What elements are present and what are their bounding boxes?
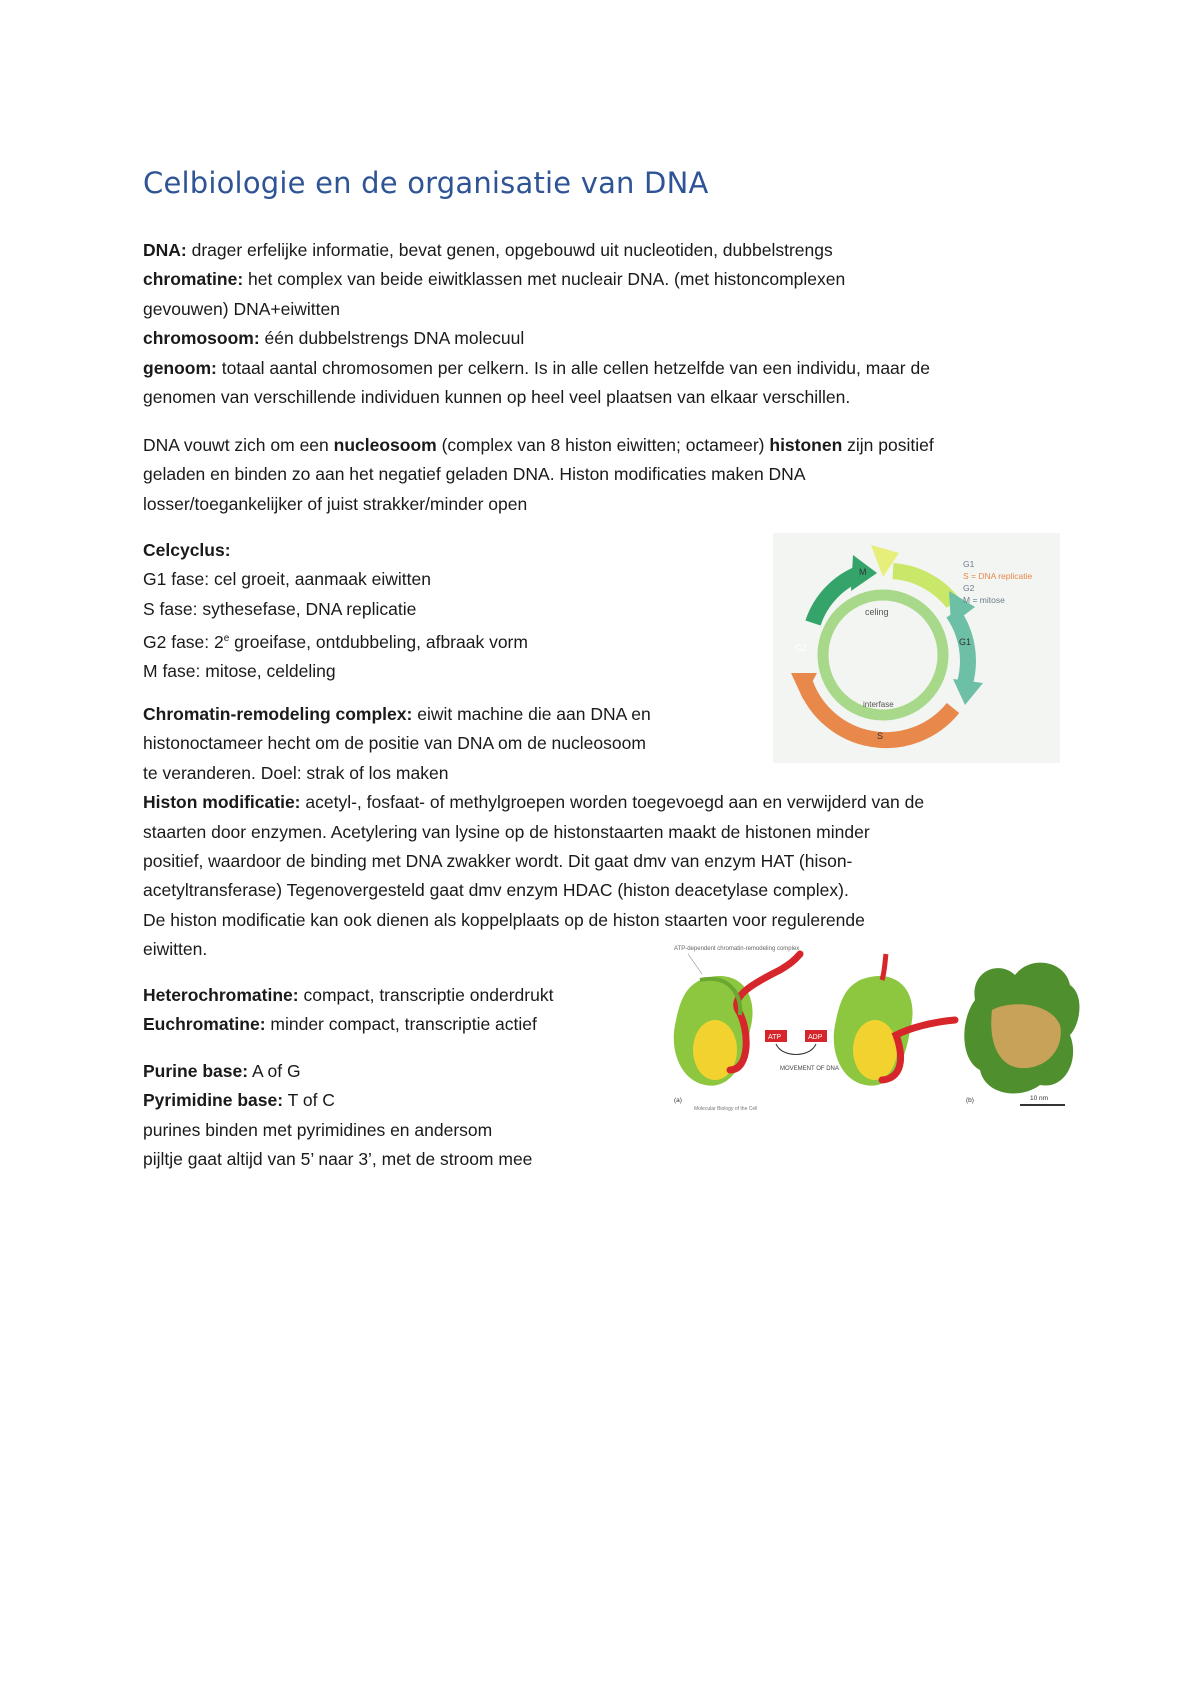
- definition-dna-text: drager erfelijke informatie, bevat genen, opgebouwd uit nucleotiden, dubbelstrengs: [186, 240, 833, 260]
- term-genoom: genoom:: [143, 357, 217, 378]
- heterochromatine-text: compact, transcriptie onderdrukt: [298, 985, 554, 1005]
- pyrimidine-line: [143, 1086, 532, 1115]
- term-chromosoom: chromosoom:: [143, 328, 260, 349]
- g1-arc: [953, 613, 968, 683]
- celcyclus-g2-post: groeifase, ontdubbeling, afbraak vorm: [229, 632, 528, 653]
- term-pyrimidine: Pyrimidine base:: [143, 1090, 284, 1111]
- celcyclus-g1: G1 fase: cel groeit, aanmaak eiwitten: [143, 569, 431, 590]
- definition-chromatine-text: het complex van beide eiwitklassen met nucleair DNA. (met histoncomplexen: [243, 269, 846, 290]
- nucleosome-line-2: geladen en binden zo aan het negatief geladen DNA. Histon modificaties maken DNA: [143, 464, 806, 485]
- page-title: Celbiologie en de organisatie van DNA: [143, 166, 709, 200]
- histone-middle: [853, 1020, 897, 1080]
- purine-line: [143, 1057, 532, 1086]
- legend-m: M = mitose: [963, 595, 1005, 605]
- movement-label: MOVEMENT OF DNA: [780, 1066, 839, 1072]
- legend-g2: G2: [963, 583, 975, 593]
- bases-line-4: pijltje gaat altijd van 5’ naar 3’, met de stroom mee: [143, 1149, 533, 1170]
- nucleosome-text-1: DNA vouwt zich om een: [143, 435, 334, 455]
- celcyclus-s: S fase: sythesefase, DNA replicatie: [143, 598, 417, 619]
- g0-arrowhead: [953, 679, 983, 705]
- legend-s: S = DNA replicatie: [963, 571, 1033, 581]
- nucleosome-line-3: losser/toegankelijker of juist strakker/minder open: [143, 493, 528, 514]
- celcyclus-g2-sup: e: [223, 633, 230, 645]
- celcyclus-g2: [143, 624, 528, 657]
- celcyclus-heading: [143, 536, 528, 565]
- term-histonen: histonen: [769, 435, 843, 455]
- chromatine-types-block: [143, 981, 553, 1040]
- panel-b-label: (b): [966, 1097, 974, 1104]
- remodel-caption-bottom: Molecular Biology of the Cell: [694, 1106, 758, 1112]
- purine-text: A of G: [248, 1061, 301, 1081]
- histon-mod-line-6: eiwitten.: [143, 939, 208, 960]
- remodeling-line-3: te veranderen. Doel: strak of los maken: [143, 762, 449, 783]
- nucleosome-line-1: [143, 431, 934, 460]
- histon-mod-line-2: staarten door enzymen. Acetylering van lysine op de histonstaarten maakt de histonen minder: [143, 821, 870, 842]
- term-chromatine: chromatine:: [143, 269, 244, 290]
- scale-label: 10 nm: [1030, 1095, 1049, 1102]
- heterochromatine-line: [143, 981, 553, 1010]
- dna-tail-middle: [882, 954, 886, 980]
- term-remodeling: Chromatin-remodeling complex:: [143, 704, 413, 724]
- legend-g1: G1: [963, 559, 975, 569]
- phase-label-g2: G2: [795, 643, 808, 653]
- histon-mod-line-3: positief, waardoor de binding met DNA zwakker wordt. Dit gaat dmv van enzym HAT (hison-: [143, 851, 853, 872]
- definition-genoom-text: totaal aantal chromosomen per celkern. Is in alle cellen hetzelfde van een individu, maar de: [216, 357, 930, 378]
- term-nucleosoom: nucleosoom: [333, 435, 437, 455]
- euchromatine-line: [143, 1010, 553, 1039]
- nucleosome-paragraph: [143, 431, 934, 519]
- histon-mod-line-4: acetyltransferase) Tegenovergesteld gaat dmv enzym HDAC (histon deacetylase complex).: [143, 880, 849, 901]
- definition-dna: [143, 236, 930, 265]
- phase-label-g1: G1: [959, 637, 972, 647]
- inner-label-celing: celing: [865, 607, 889, 617]
- euchromatine-text: minder compact, transcriptie actief: [265, 1014, 537, 1035]
- definition-chromatine: [143, 265, 930, 294]
- celcyclus-g2-pre: G2 fase: 2: [143, 632, 224, 653]
- adp-label: ADP: [808, 1034, 823, 1041]
- histon-mod-line-5: De histon modificatie kan ook dienen als koppelplaats op de histon staarten voor regulerende: [143, 909, 865, 930]
- term-histon-modificatie: Histon modificatie:: [143, 792, 301, 813]
- cell-cycle-diagram: [773, 533, 1060, 763]
- phase-label-s: S: [877, 731, 884, 741]
- term-purine: Purine base:: [143, 1061, 249, 1081]
- histon-mod-text-1: acetyl-, fosfaat- of methylgroepen worden toegevoegd aan en verwijderd van de: [300, 792, 925, 813]
- term-heterochromatine: Heterochromatine:: [143, 985, 299, 1005]
- definition-genoom-cont: genomen van verschillende individuen kunnen op heel veel plaatsen van elkaar verschillen.: [143, 387, 851, 408]
- remodeling-text-1: eiwit machine die aan DNA en: [412, 704, 651, 724]
- atp-label: ATP: [768, 1034, 782, 1041]
- definition-chromosoom-text: één dubbelstrengs DNA molecuul: [259, 328, 525, 349]
- bases-line-3: purines binden met pyrimidines en andersom: [143, 1119, 493, 1140]
- celcyclus-m: M fase: mitose, celdeling: [143, 661, 336, 682]
- histon-mod-line-1: [143, 788, 924, 817]
- cell-cycle-figure: [773, 533, 1060, 763]
- phase-label-m: M: [859, 567, 867, 577]
- remodel-caption-top: ATP-dependent chromatin-remodeling complex: [674, 946, 800, 952]
- bases-block: [143, 1057, 532, 1175]
- remodeling-diagram: [670, 940, 1085, 1113]
- celcyclus-block: [143, 536, 528, 687]
- pyrimidine-text: T of C: [283, 1090, 335, 1111]
- definition-chromosoom: [143, 324, 930, 353]
- term-euchromatine: Euchromatine:: [143, 1014, 266, 1035]
- caption-pointer: [688, 954, 702, 974]
- remodeling-figure: [670, 940, 1085, 1113]
- panel-a-label: (a): [674, 1097, 682, 1104]
- nucleosome-text-2: (complex van 8 histon eiwitten; octameer): [436, 435, 770, 455]
- remodeling-line-2: histonoctameer hecht om de positie van DNA om de nucleosoom: [143, 733, 646, 754]
- atp-arrow: [776, 1044, 816, 1055]
- definition-genoom: [143, 354, 930, 383]
- celcyclus-heading-text: Celcyclus:: [143, 540, 231, 560]
- term-dna: DNA:: [143, 240, 187, 260]
- nucleosome-text-3: zijn positief: [842, 435, 934, 455]
- definition-chromatine-cont: gevouwen) DNA+eiwitten: [143, 298, 340, 319]
- inner-label-interfase: interfase: [863, 700, 894, 709]
- definitions-block: [143, 236, 930, 412]
